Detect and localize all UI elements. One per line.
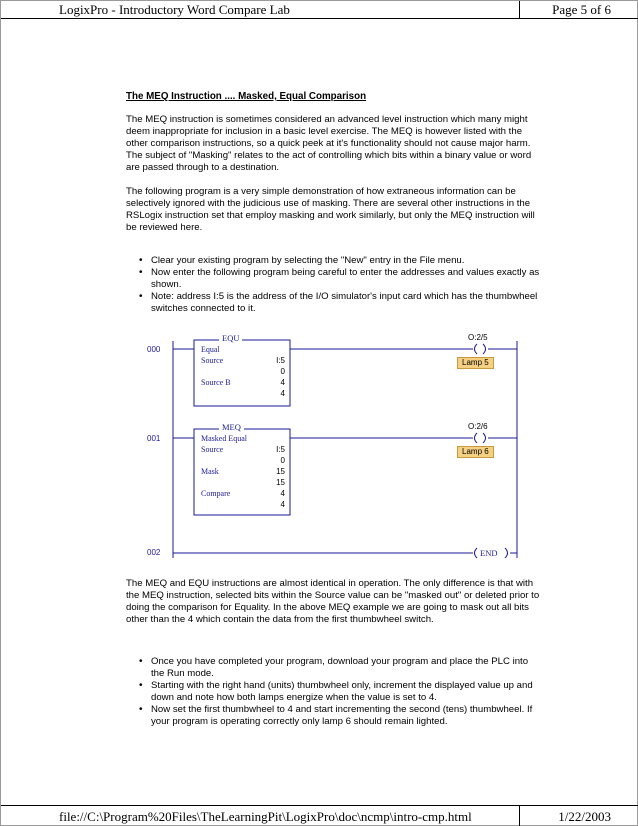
- list-item: • Clear your existing program by selecting the "New" entry in the File menu.: [131, 255, 544, 267]
- equ-instruction-name: EQU: [219, 333, 242, 343]
- equ-description: Equal: [201, 345, 220, 354]
- list-item: • Once you have completed your program, download your program and place the PLC into the Run mode.: [131, 656, 544, 680]
- footer-file-path: file://C:\Program%20Files\TheLearningPit\LogixPro\doc\ncmp\intro-cmp.html: [59, 809, 472, 824]
- meq-mask-label: Mask: [201, 467, 219, 476]
- meq-mask-value: 15: [276, 467, 285, 476]
- header-page-number: Page 5 of 6: [552, 2, 611, 17]
- coil-0-address: O:2/5: [468, 333, 488, 342]
- instruction-list-2: [126, 656, 544, 728]
- coil-1-right-arc: [483, 433, 486, 443]
- intro-section: [126, 91, 544, 246]
- equ-sourceb-value: 4: [280, 378, 285, 387]
- equ-sourceb-label: Source B: [201, 378, 231, 387]
- coil-1-address: O:2/6: [468, 422, 488, 431]
- end-right-arc: [505, 548, 508, 558]
- list-item: • Now enter the following program being careful to enter the addresses and values exactly as shown.: [131, 267, 544, 291]
- end-left-arc: [475, 548, 478, 558]
- list-item: • Now set the first thumbwheel to 4 and start incrementing the second (tens) thumbwheel. If your program is operating correctly only lamp 6 should remain lighted.: [131, 704, 544, 728]
- list-item: • Starting with the right hand (units) thumbwheel only, increment the displayed value up and down and note how both lamps energize when the value is set to 4.: [131, 680, 544, 704]
- rung-number: 000: [147, 345, 161, 354]
- rung-number: 001: [147, 434, 161, 443]
- meq-source-label: Source: [201, 445, 224, 454]
- paragraph-1: The MEQ instruction is sometimes considered an advanced level instruction which many might deem inappropriate for inclusion in a basic level exercise. The MEQ is however listed with the other comparison instructions, so a quick peek at it's functionality should not cause major harm. The subject of "Masking" relates to the act of controlling which bits within a binary value or word are passed through to a destination.: [126, 114, 532, 173]
- instruction-list-1: [126, 255, 544, 315]
- meq-compare-label: Compare: [201, 489, 231, 498]
- equ-sourceb-value-2: 4: [280, 389, 285, 398]
- meq-source-address: I:5: [276, 445, 285, 454]
- lamp-5-label: Lamp 5: [457, 357, 494, 369]
- coil-1-left-arc: [475, 433, 478, 443]
- equ-source-value: 0: [280, 367, 285, 376]
- meq-source-value: 0: [280, 456, 285, 465]
- paragraph-3: The MEQ and EQU instructions are almost identical in operation. The only difference is that with the MEQ instruction, selected bits within the Source value can be "masked out" or deleted prior to doing the comparison for Equality. In the above MEQ example we are going to mask out all bits other than the 4 which contain the data from the first thumbwheel switch.: [126, 578, 540, 625]
- page-footer: [1, 805, 638, 825]
- end-instruction: END: [480, 548, 498, 558]
- coil-0-left-arc: [475, 344, 478, 354]
- ladder-diagram: [121, 326, 541, 571]
- list-item: • Note: address I:5 is the address of the I/O simulator's input card which has the thumbwheel switches connected to it.: [131, 291, 544, 315]
- rung-number: 002: [147, 548, 161, 557]
- footer-date: 1/22/2003: [558, 809, 611, 824]
- meq-compare-value: 4: [280, 489, 285, 498]
- header-divider: [519, 1, 520, 19]
- meq-compare-value-2: 4: [280, 500, 285, 509]
- equ-source-address: I:5: [276, 356, 285, 365]
- paragraph-2: The following program is a very simple demonstration of how extraneous information can be selectively ignored with the judicious use of masking. There are several other instructions in the RSLogix instruction set that employ masking and work similarly, but only the MEQ instruction will be reviewed here.: [126, 186, 535, 233]
- footer-divider: [519, 806, 520, 826]
- coil-0-right-arc: [483, 344, 486, 354]
- lamp-6-label: Lamp 6: [457, 446, 494, 458]
- meq-description: Masked Equal: [201, 434, 247, 443]
- header-title: LogixPro - Introductory Word Compare Lab: [59, 2, 290, 17]
- meq-mask-value-2: 15: [276, 478, 285, 487]
- equ-source-label: Source: [201, 356, 224, 365]
- meq-instruction-name: MEQ: [219, 422, 244, 432]
- page-header: [1, 1, 638, 19]
- section-heading: The MEQ Instruction .... Masked, Equal Comparison: [126, 91, 367, 102]
